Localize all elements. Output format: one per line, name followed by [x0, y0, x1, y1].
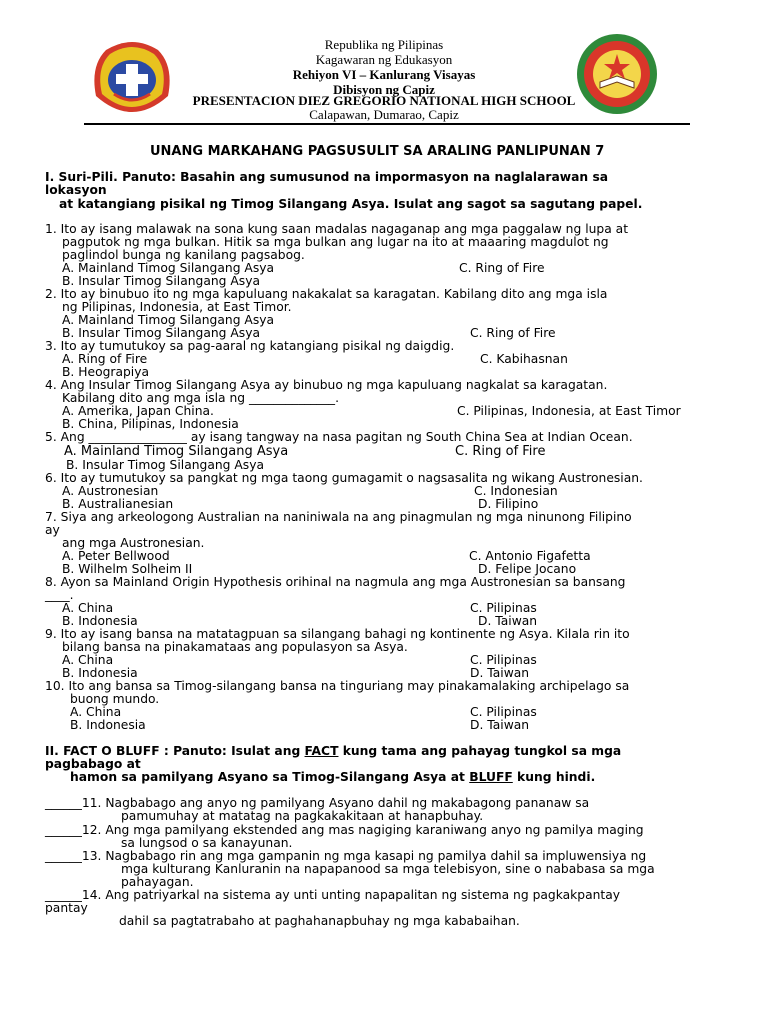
section2-heading-3	[70, 771, 595, 784]
q4-option-c: C. Pilipinas, Indonesia, at East Timor	[457, 404, 681, 418]
q10-option-c: C. Pilipinas	[470, 705, 537, 719]
q3-line-1: 3. Ito ay tumutukoy sa pag-aaral ng katangiang pisikal ng daigdig.	[45, 339, 455, 353]
q9-line-2: bilang bansa na pinakamataas ang populasyon sa Asya.	[62, 640, 408, 654]
q9-option-d: D. Taiwan	[470, 666, 530, 680]
section1-heading-1: I. Suri-Pili. Panuto: Basahin ang sumusunod na impormasyon na naglalarawan sa	[45, 170, 609, 184]
q7-option-d: D. Felipe Jocano	[478, 562, 577, 576]
bluff-keyword: BLUFF	[469, 770, 513, 784]
q7-line-3: ang mga Austronesian.	[62, 536, 205, 550]
q2-option-c: C. Ring of Fire	[470, 326, 556, 340]
section2-heading-2: pagbabago at	[45, 757, 141, 771]
q3-option-c: C. Kabihasnan	[480, 352, 568, 366]
q7-option-a: A. Peter Bellwood	[62, 549, 170, 563]
section1-heading-3: at katangiang pisikal ng Timog Silangang Asya. Isulat ang sagot sa sagutang papel.	[59, 197, 643, 211]
q14-line-1: ______14. Ang patriyarkal na sistema ay unti unting napapalitan ng sistema ng pagkakpantay	[45, 888, 621, 902]
q5-option-c: C. Ring of Fire	[455, 444, 546, 459]
q8-line-1: 8. Ayon sa Mainland Origin Hypothesis orihinal na nagmula ang mga Austronesian sa bansang	[45, 575, 626, 589]
section2-heading-1a: II. FACT O BLUFF : Panuto: Isulat ang	[45, 744, 305, 758]
q10-option-b: B. Indonesia	[70, 718, 146, 732]
header-republic: Republika ng Pilipinas	[324, 37, 444, 52]
q10-line-1: 10. Ito ang bansa sa Timog-silangang bansa na tinguriang may pinakamalaking archipelago sa	[45, 679, 630, 693]
q14-line-2: pantay	[45, 901, 88, 915]
section2-heading-3b: kung hindi.	[512, 770, 596, 784]
q1-option-b: B. Insular Timog Silangang Asya	[62, 274, 261, 288]
q3-option-a: A. Ring of Fire	[62, 352, 148, 366]
q1-option-c: C. Ring of Fire	[459, 261, 545, 275]
q1-line-2: pagputok ng mga bulkan. Hitik sa mga bulkan ang lugar na ito at maaaring magdulot ng	[62, 235, 609, 249]
q4-option-b: B. China, Pilipinas, Indonesia	[62, 417, 239, 431]
q12-line-2: sa lungsod o sa kanayunan.	[121, 836, 293, 850]
q2-line-2: ng Pilipinas, Indonesia, at East Timor.	[62, 300, 292, 314]
q5-line-1: 5. Ang ________________ ay isang tangway na nasa pagitan ng South China Sea at Indian Ocean.	[45, 430, 633, 444]
q8-option-c: C. Pilipinas	[470, 601, 537, 615]
section2-heading-3a: hamon sa pamilyang Asyano sa Timog-Silangang Asya at	[70, 770, 470, 784]
q14-line-3: dahil sa pagtatrabaho at paghahanapbuhay ng mga kababaihan.	[119, 914, 520, 928]
q7-option-b: B. Wilhelm Solheim II	[62, 562, 193, 576]
exam-title: UNANG MARKAHANG PAGSUSULIT SA ARALING PANLIPUNAN 7	[150, 144, 605, 159]
q5-option-a: A. Mainland Timog Silangang Asya	[64, 444, 289, 459]
q1-line-1: 1. Ito ay isang malawak na sona kung saan madalas nagaganap ang mga paggalaw ng lupa at	[45, 222, 629, 236]
q2-option-a: A. Mainland Timog Silangang Asya	[62, 313, 275, 327]
q2-line-1: 2. Ito ay binubuo ito ng mga kapuluang nakakalat sa karagatan. Kabilang dito ang mga isla	[45, 287, 608, 301]
section1-heading-2: lokasyon	[45, 183, 107, 197]
q11-line-2: pamumuhay at matatag na pagkakakitaan at hanapbuhay.	[121, 809, 484, 823]
q10-option-d: D. Taiwan	[470, 718, 530, 732]
q11-line-1: ______11. Nagbabago ang anyo ng pamilyang Asyano dahil ng makabagong pananaw sa	[45, 796, 590, 810]
q9-option-b: B. Indonesia	[62, 666, 138, 680]
q9-option-a: A. China	[62, 653, 114, 667]
q10-line-2: buong mundo.	[70, 692, 160, 706]
q2-option-b: B. Insular Timog Silangang Asya	[62, 326, 261, 340]
q7-option-c: C. Antonio Figafetta	[469, 549, 591, 563]
q3-option-b: B. Heograpiya	[62, 365, 150, 379]
q6-option-b: B. Australianesian	[62, 497, 174, 511]
q1-option-a: A. Mainland Timog Silangang Asya	[62, 261, 275, 275]
q13-line-2: mga kulturang Kanluranin na napapanood sa mga telebisyon, sine o nababasa sa mga	[121, 862, 655, 876]
q8-line-2: ____.	[45, 588, 74, 602]
fact-keyword: FACT	[304, 744, 339, 758]
section2-heading-1b: kung tama ang pahayag tungkol sa mga	[338, 744, 622, 758]
q7-line-2: ay	[45, 523, 60, 537]
header-school-name: PRESENTACION DIEZ GREGORIO NATIONAL HIGH SCHOOL	[192, 93, 576, 108]
q6-option-d: D. Filipino	[478, 497, 539, 511]
q5-option-b: B. Insular Timog Silangang Asya	[66, 458, 265, 472]
q1-line-3: paglindol bunga ng kanilang pagsabog.	[62, 248, 305, 262]
q9-line-1: 9. Ito ay isang bansa na matatagpuan sa silangang bahagi ng kontinente ng Asya. Kilala rin ito	[45, 627, 630, 641]
q10-option-a: A. China	[70, 705, 122, 719]
q8-option-a: A. China	[62, 601, 114, 615]
q6-option-a: A. Austronesian	[62, 484, 159, 498]
header-address: Calapawan, Dumarao, Capiz	[309, 107, 459, 122]
q6-option-c: C. Indonesian	[474, 484, 558, 498]
header-department: Kagawaran ng Edukasyon	[315, 52, 453, 67]
q13-line-1: ______13. Nagbabago rin ang mga gampanin ng mga kasapi ng pamilya dahil sa impluwensiya ng	[45, 849, 647, 863]
header-region: Rehiyon VI – Kanlurang Visayas	[292, 67, 476, 82]
header-division: Dibisyon ng Capiz	[333, 82, 435, 97]
q13-line-3: pahayagan.	[121, 875, 194, 889]
q8-option-d: D. Taiwan	[478, 614, 538, 628]
q8-option-b: B. Indonesia	[62, 614, 138, 628]
q12-line-1: ______12. Ang mga pamilyang ekstended ang mas nagiging karaniwang anyo ng pamilya maging	[45, 823, 644, 837]
q7-line-1: 7. Siya ang arkeologong Australian na naniniwala na ang pinagmulan ng mga ninunong Filipino	[45, 510, 632, 524]
q4-line-2: Kabilang dito ang mga isla ng ______________.	[62, 391, 339, 405]
header-divider	[84, 123, 690, 125]
q9-option-c: C. Pilipinas	[470, 653, 537, 667]
q4-line-1: 4. Ang Insular Timog Silangang Asya ay binubuo ng mga kapuluang nagkalat sa karagatan.	[45, 378, 608, 392]
q6-line-1: 6. Ito ay tumutukoy sa pangkat ng mga taong gumagamit o nagsasalita ng wikang Austronesian.	[45, 471, 643, 485]
q4-option-a: A. Amerika, Japan China.	[62, 404, 214, 418]
